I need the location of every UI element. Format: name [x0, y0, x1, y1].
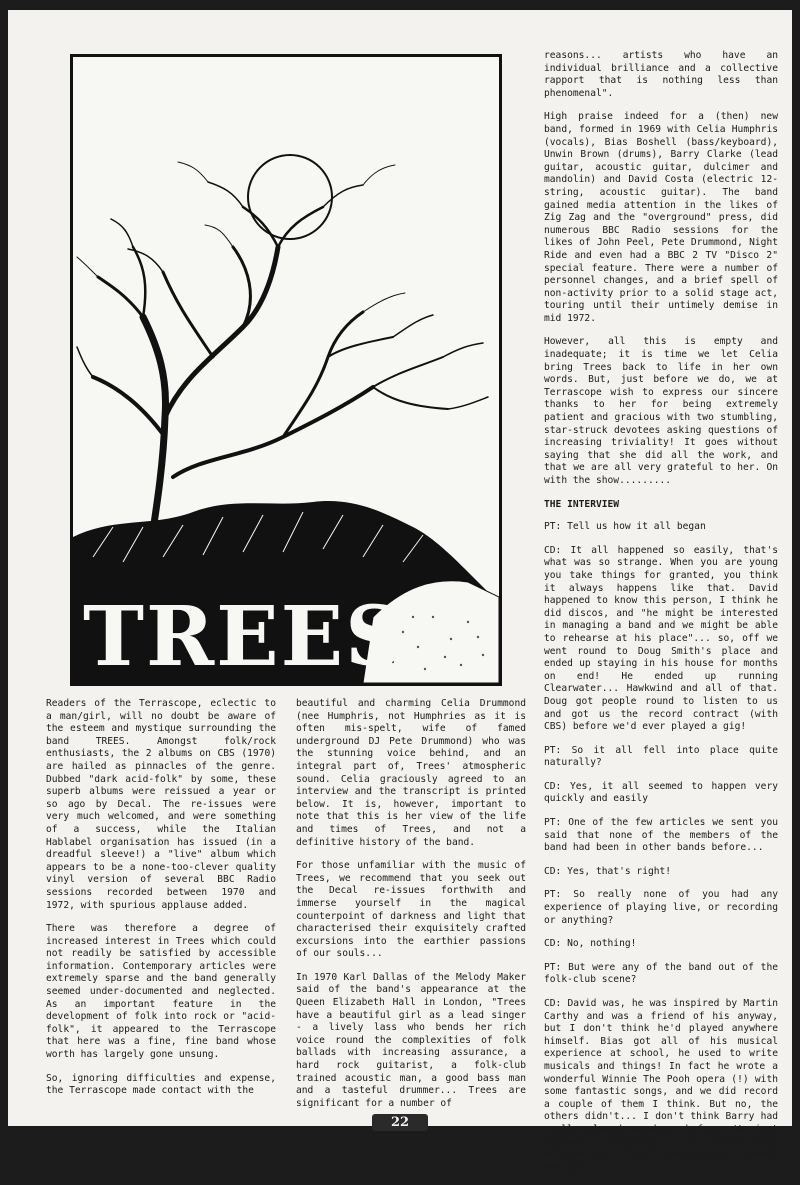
art-title: TREES: [83, 589, 407, 683]
magazine-page: [8, 10, 792, 1173]
middle-column: [296, 698, 526, 1121]
right-column: [544, 50, 778, 1185]
dialog-line: PT: Tell us how it all began: [544, 521, 706, 533]
paragraph: beautiful and charming Celia Drummond (nee Humphris, not Humphries as it is often mis-spelt, wife of famed underground DJ Pete Drummond) who was the stunning voice behind, and an integral part of, Trees' atmospheric sound. Celia graciously agreed to an interview and the transcript is printed below. It is, however, important to note that this is her view of the life and times of Trees, and not a definitive history of the band.: [296, 698, 526, 848]
dialog-line: PT: So it all fell into place quite naturally?: [544, 744, 778, 769]
paragraph: Readers of the Terrascope, eclectic to a man/girl, will no doubt be aware of the esteem and mystique surrounding the band TREES. Amongst folk/rock enthusiasts, the 2 albums on CBS (1970) are hailed as pinnacles of the genre. Dubbed "dark acid-folk" by some, these superb albums were reissued a year or so ago by Decal. The re-issues were very much welcomed, and were something of a success, while the Italian Hablabel organisation has issued (in a dreadful sleeve!) a "live" album which appears to be a none-too-clever quality vinyl version of several BBC Radio sessions recorded between 1970 and 1972, with spurious applause added.: [46, 698, 276, 911]
paragraph: In 1970 Karl Dallas of the Melody Maker said of the band's appearance at the Queen Elizabeth Hall in London, "Trees have a beautiful girl as a lead singer - a lively lass who bends her rich voice round the complexities of folk ballads with increasing assurance, a hard rock guitarist, a folk-club trained acoustic man, a good bass man and a tasteful drummer... Trees are significant for a number of: [296, 971, 526, 1109]
dialog-line: PT: So really none of you had any experience of playing live, or recording or anything?: [544, 889, 778, 926]
interview-heading: THE INTERVIEW: [544, 498, 620, 510]
paragraph: For those unfamiliar with the music of Trees, we recommend that you seek out the Decal re-issues forthwith and immerse yourself in the magical counterpoint of darkness and light that characterised their exquisitely crafted excursions into the earthier passions of our souls...: [296, 860, 526, 960]
dialog-line: CD: Yes, that's right!: [544, 865, 672, 877]
left-column: [46, 698, 276, 1109]
moon-icon: [248, 155, 332, 239]
dialog-line: CD: David was, he was inspired by Martin Carthy and was a friend of his anyway, but I don't think he'd played anywhere himself. Bias got all of his musical experience at school, he used to write musicals and things! In fact he wrote a wonderful Winnie The Pooh opera (!) with some fantastic songs, and we did record a couple of them I think. But no, the others didn't... I don't think Barry had really played anywhere before. We just learned it together... the trouble was, we were all 'lead' instruments -nobody wanted: [544, 998, 778, 1173]
dialog-line: CD: Yes, it all seemed to happen very quickly and easily: [544, 780, 778, 805]
paragraph: However, all this is empty and inadequate; it is time we let Celia bring Trees back to life in her own words. But, just before we do, we at Terrascope wish to express our sincere thanks to her for being extremely patient and gracious with two stumbling, star-struck devotees asking questions of increasing triviality! It goes without saying that she did all the work, and that we are all very grateful to her. On with the show.........: [544, 336, 778, 486]
paragraph: reasons... artists who have an individual brilliance and a collective rapport that is nothing less than phenomenal".: [544, 50, 778, 99]
paragraph: So, ignoring difficulties and expense, the Terrascope made contact with the: [46, 1072, 276, 1097]
dialog-line: CD: It all happened so easily, that's what was so strange. When you are young you take things for granted, you think it always happens like that. David happened to know this person, I think he did discos, and "he might be interested in managing a band and we might be able to rehearse at his place"... so, off we went round to Doug Smith's place and ended up staying in his house for months on end! He ended up running Clearwater... Hawkwind and all of that. Doug got people round to listen to us and got us the record contract (with CBS) before we'd ever played a gig!: [544, 544, 778, 733]
paragraph: There was therefore a degree of increased interest in Trees which could not readily be satisfied by accessible information. Contemporary articles were extremely sparse and the band generally seemed under-documented and neglected. As an important feature in the development of folk into rock or "acid-folk", it appeared to the Terrascope that here was a fine, fine band whose worth has largely gone unsung.: [46, 923, 276, 1061]
trees-illustration: [70, 54, 502, 686]
dialog-line: PT: But were any of the band out of the folk-club scene?: [544, 961, 778, 986]
dialog-line: PT: One of the few articles we sent you said that none of the members of the band had been in other bands before...: [544, 817, 778, 854]
paragraph: High praise indeed for a (then) new band, formed in 1969 with Celia Humphris (vocals), Bias Boshell (bass/keyboard), Unwin Brown (drums), Barry Clarke (lead guitar, acoustic guitar, dulcimer and mandolin) and David Costa (electric 12-string, acoustic guitar). The band gained media attention in the likes of Zig Zag and the "overground" press, did numerous BBC Radio sessions for the likes of John Peel, Pete Drummond, Night Ride and even had a BBC 2 TV "Disco 2" special feature. There were a number of personnel changes, and a brief spell of non-activity prior to a solid stage act, touring until their untimely demise in mid 1972.: [544, 111, 778, 324]
page-number: 22: [372, 1114, 428, 1131]
tree-drawing: [73, 57, 499, 683]
dialog-line: CD: No, nothing!: [544, 938, 637, 950]
